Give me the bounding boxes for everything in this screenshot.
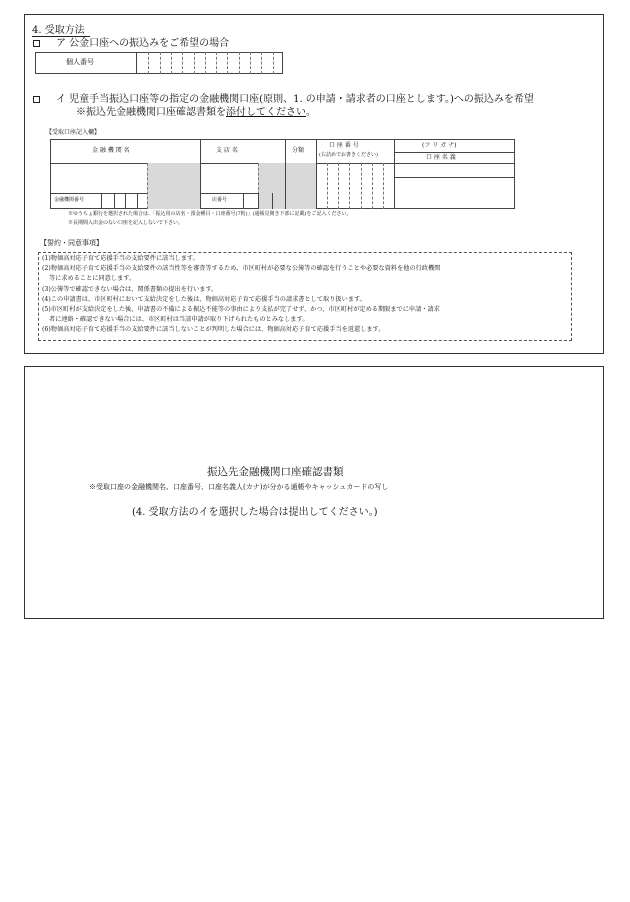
account-holder-input[interactable] [395,178,514,208]
attachment-instruction: (4. 受取方法のイを選択した場合は提出してください。) [132,507,378,518]
kojin-cell-divider [239,52,240,74]
kojin-cell-divider [273,52,274,74]
account-number-divider [372,163,373,209]
attachment-box [24,366,604,619]
bank-code-divider [137,193,138,209]
pledge-item: (2)物価高対応子育て応援手当の支給要件の該当性等を審査等するため、市区町村が必要な公簿等の確認を行うことや必要な資料を他の行政機関 [42,265,441,273]
account-number-divider [361,163,362,209]
account-number-divider [383,163,384,209]
attachment-note: ※受取口座の金融機関名、口座番号、口座名義人(カナ)が分かる通帳やキャッシュカードの写し [89,483,389,491]
col-class: 分類 [292,147,305,154]
option-i-label: イ 児童手当振込口座等の指定の金融機関口座(原則、1. の申請・請求者の口座とします。)への振込みを希望 [56,94,534,105]
kojin-number-cells[interactable] [136,52,283,74]
col-account-number: 口 座 番 号 [329,142,359,149]
section-4-title: 4. 受取方法 [32,25,85,36]
attachment-title: 振込先金融機関口座確認書類 [207,466,344,478]
option-i-checkbox[interactable] [33,96,40,103]
kojin-cell-divider [205,52,206,74]
pledge-item: 等に求めることに同意します。 [49,275,136,283]
kojin-cell-divider [171,52,172,74]
kojin-cell-divider [216,52,217,74]
class-shaded[interactable] [286,163,316,209]
kojin-cell-divider [182,52,183,74]
bank-name-shaded [147,163,200,209]
kojin-cell-divider [227,52,228,74]
furigana-input[interactable] [395,164,514,176]
option-i-note [76,108,316,118]
option-i-note-prefix: ※振込先金融機関口座確認書類を [76,107,226,118]
account-header: 【受取口座記入欄】 [46,129,101,136]
pledge-item: 者に連絡・確認できない場合には、市区町村は当該申請が取り下げられたものとみなします。 [49,316,309,324]
option-i-note-suffix: 。 [306,107,316,118]
account-number-divider [338,163,339,209]
col-account-holder: 口 座 名 義 [426,154,456,161]
account-note-1: ※ゆうちょ銀行を選択された場合は、「振込用の店名・預金種目・口座番号(7桁)」(通帳見開き下部に記載)をご記入ください。 [68,211,352,217]
branch-code-cells[interactable] [243,193,285,209]
kojin-number-label: 個人番号 [66,58,94,66]
pledge-item: (1)物価高対応子育て応援手当の支給要件に該当します。 [42,255,199,262]
bank-code-cells[interactable] [101,193,147,209]
col-furigana: (フ リ ガ ナ) [422,142,457,149]
kojin-cell-divider [194,52,195,74]
pledge-header: 【誓約・同意事項】 [40,239,103,247]
kojin-cell-divider [250,52,251,74]
title-underline [32,36,90,37]
account-number-divider [349,163,350,209]
branch-code-label: 店番号 [212,197,228,203]
bank-name-input[interactable] [51,164,146,192]
option-a-checkbox[interactable] [33,40,40,47]
bank-code-divider [125,193,126,209]
option-i-note-underlined: 添付してください [226,107,306,118]
col-branch-name: 支 店 名 [216,147,238,154]
col-bank-name: 金 融 機 関 名 [92,147,130,154]
kojin-cell-divider [148,52,149,74]
bank-code-divider [114,193,115,209]
pledge-item: (6)物価高対応子育て応援手当の支給要件に該当しないことが判明した場合には、物価高対応子育て応援手当を返還します。 [42,326,385,334]
account-number-divider [327,163,328,209]
pledge-item: (4)この申請書は、市区町村において支給決定をした後は、物価高対応子育て応援手当の請求書として取り扱います。 [42,295,366,303]
branch-code-divider [258,193,259,209]
option-a-label: ア 公金口座への振込みをご希望の場合 [56,38,230,49]
branch-code-divider [272,193,273,209]
bank-code-label: 金融機関番号 [54,197,85,203]
pledge-item: (3)公簿等で確認できない場合は、関係書類の提出を行います。 [42,285,218,293]
account-number-cells[interactable] [316,163,394,209]
branch-name-input[interactable] [201,164,257,192]
kojin-cell-divider [261,52,262,74]
col-account-number-sub: (右詰めでお書きください) [319,152,378,158]
pledge-item: (5)市区町村が支給決定をした後、申請書の不備による振込不能等の事由により支払が完了せず、かつ、市区町村が定める期限までに申請・請求 [42,306,440,313]
account-note-2: ※長期間入出金のない口座を記入しないで下さい。 [68,220,184,226]
kojin-cell-divider [160,52,161,74]
